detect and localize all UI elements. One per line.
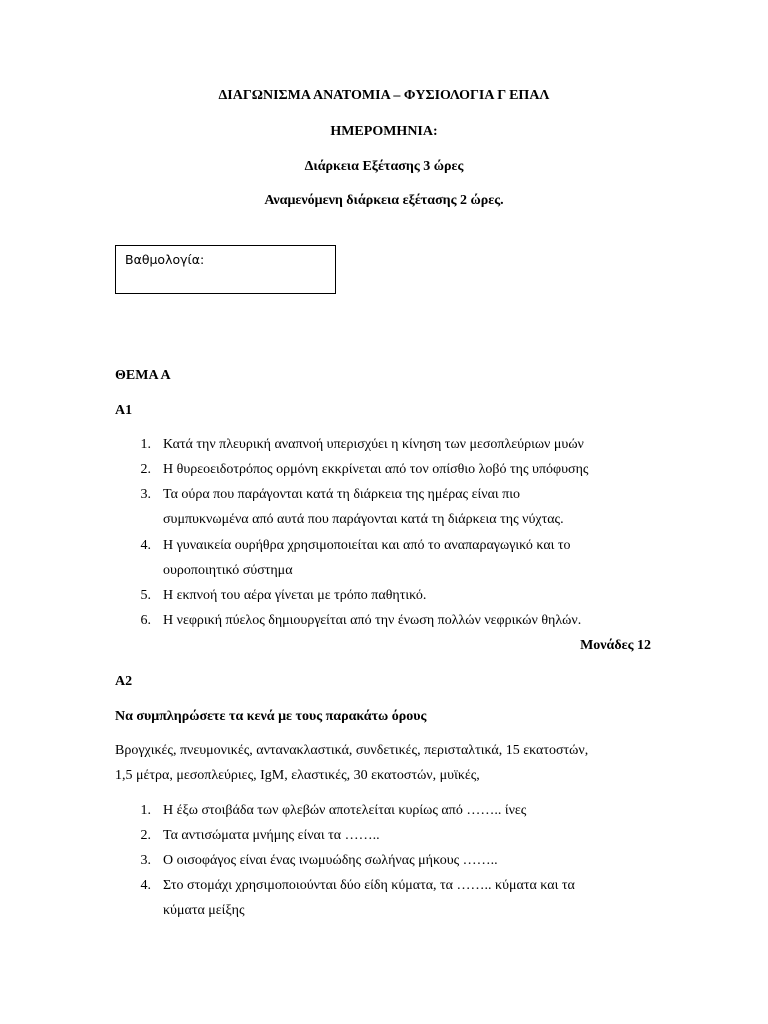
item-text: Ο οισοφάγος είναι ένας ινωμυώδης σωλήνας μήκους …….. bbox=[163, 853, 498, 868]
item-number: 2. bbox=[140, 462, 151, 477]
a2-terms-line: 1,5 μέτρα, μεσοπλεύριες, IgM, ελαστικές, 30 εκατοστών, μυϊκές, bbox=[115, 768, 480, 783]
item-number: 1. bbox=[140, 803, 151, 818]
item-text-continued: συμπυκνωμένα από αυτά που παράγονται κατά τη διάρκεια της νύχτας. bbox=[163, 512, 564, 527]
item-number: 3. bbox=[140, 487, 151, 502]
item-text: Τα ούρα που παράγονται κατά τη διάρκεια της ημέρας είναι πιο bbox=[163, 487, 521, 502]
a2-list-item bbox=[0, 853, 768, 875]
item-number: 6. bbox=[140, 613, 151, 628]
item-number: 4. bbox=[140, 538, 151, 553]
a2-list-item bbox=[0, 828, 768, 850]
item-text: Στο στομάχι χρησιμοποιούνται δύο είδη κύματα, τα …….. κύματα και τα bbox=[163, 878, 575, 893]
exam-title: ΔΙΑΓΩΝΙΣΜΑ ΑΝΑΤΟΜΙΑ – ΦΥΣΙΟΛΟΓΙΑ Γ ΕΠΑΛ bbox=[218, 88, 550, 103]
item-text: Η έξω στοιβάδα των φλεβών αποτελείται κυρίως από …….. ίνες bbox=[163, 803, 527, 818]
item-number: 4. bbox=[140, 878, 151, 893]
item-text: Τα αντισώματα μνήμης είναι τα …….. bbox=[163, 828, 380, 843]
a1-list-item bbox=[0, 538, 768, 560]
item-text-continued: κύματα μείξης bbox=[163, 903, 245, 918]
item-text: Κατά την πλευρική αναπνοή υπερισχύει η κίνηση των μεσοπλεύριων μυών bbox=[163, 437, 584, 452]
a1-list-item bbox=[0, 462, 768, 484]
a1-points: Μονάδες 12 bbox=[580, 638, 651, 653]
date-label: ΗΜΕΡΟΜΗΝΙΑ: bbox=[330, 124, 438, 139]
grade-label: Βαθμολογία: bbox=[125, 252, 205, 267]
a1-list-item bbox=[0, 613, 768, 635]
item-number: 3. bbox=[140, 853, 151, 868]
a1-list-item bbox=[0, 437, 768, 459]
a2-list-item bbox=[0, 803, 768, 825]
item-text: Η νεφρική πύελος δημιουργείται από την ένωση πολλών νεφρικών θηλών. bbox=[163, 613, 582, 628]
item-text-continued: ουροποιητικό σύστημα bbox=[163, 563, 293, 578]
a1-list-item bbox=[0, 487, 768, 509]
item-number: 5. bbox=[140, 588, 151, 603]
section-a-title: ΘΕΜΑ Α bbox=[115, 368, 171, 383]
item-number: 2. bbox=[140, 828, 151, 843]
grade-box bbox=[115, 245, 336, 294]
item-text: Η γυναικεία ουρήθρα χρησιμοποιείται και από το αναπαραγωγικό και το bbox=[163, 538, 571, 553]
item-number: 1. bbox=[140, 437, 151, 452]
exam-duration: Διάρκεια Εξέτασης 3 ώρες bbox=[304, 159, 464, 174]
expected-duration: Αναμενόμενη διάρκεια εξέτασης 2 ώρες. bbox=[264, 193, 504, 208]
a1-label: Α1 bbox=[115, 403, 133, 418]
item-text: Η εκπνοή του αέρα γίνεται με τρόπο παθητικό. bbox=[163, 588, 427, 603]
a1-list-item bbox=[0, 588, 768, 610]
item-text: Η θυρεοειδοτρόπος ορμόνη εκκρίνεται από τον οπίσθιο λοβό της υπόφυσης bbox=[163, 462, 589, 477]
a2-instruction: Να συμπληρώσετε τα κενά με τους παρακάτω όρους bbox=[115, 709, 427, 724]
a2-label: Α2 bbox=[115, 674, 133, 689]
a2-list-item bbox=[0, 878, 768, 900]
a2-terms-line: Βρογχικές, πνευμονικές, αντανακλαστικά, συνδετικές, περισταλτικά, 15 εκατοστών, bbox=[115, 743, 589, 758]
